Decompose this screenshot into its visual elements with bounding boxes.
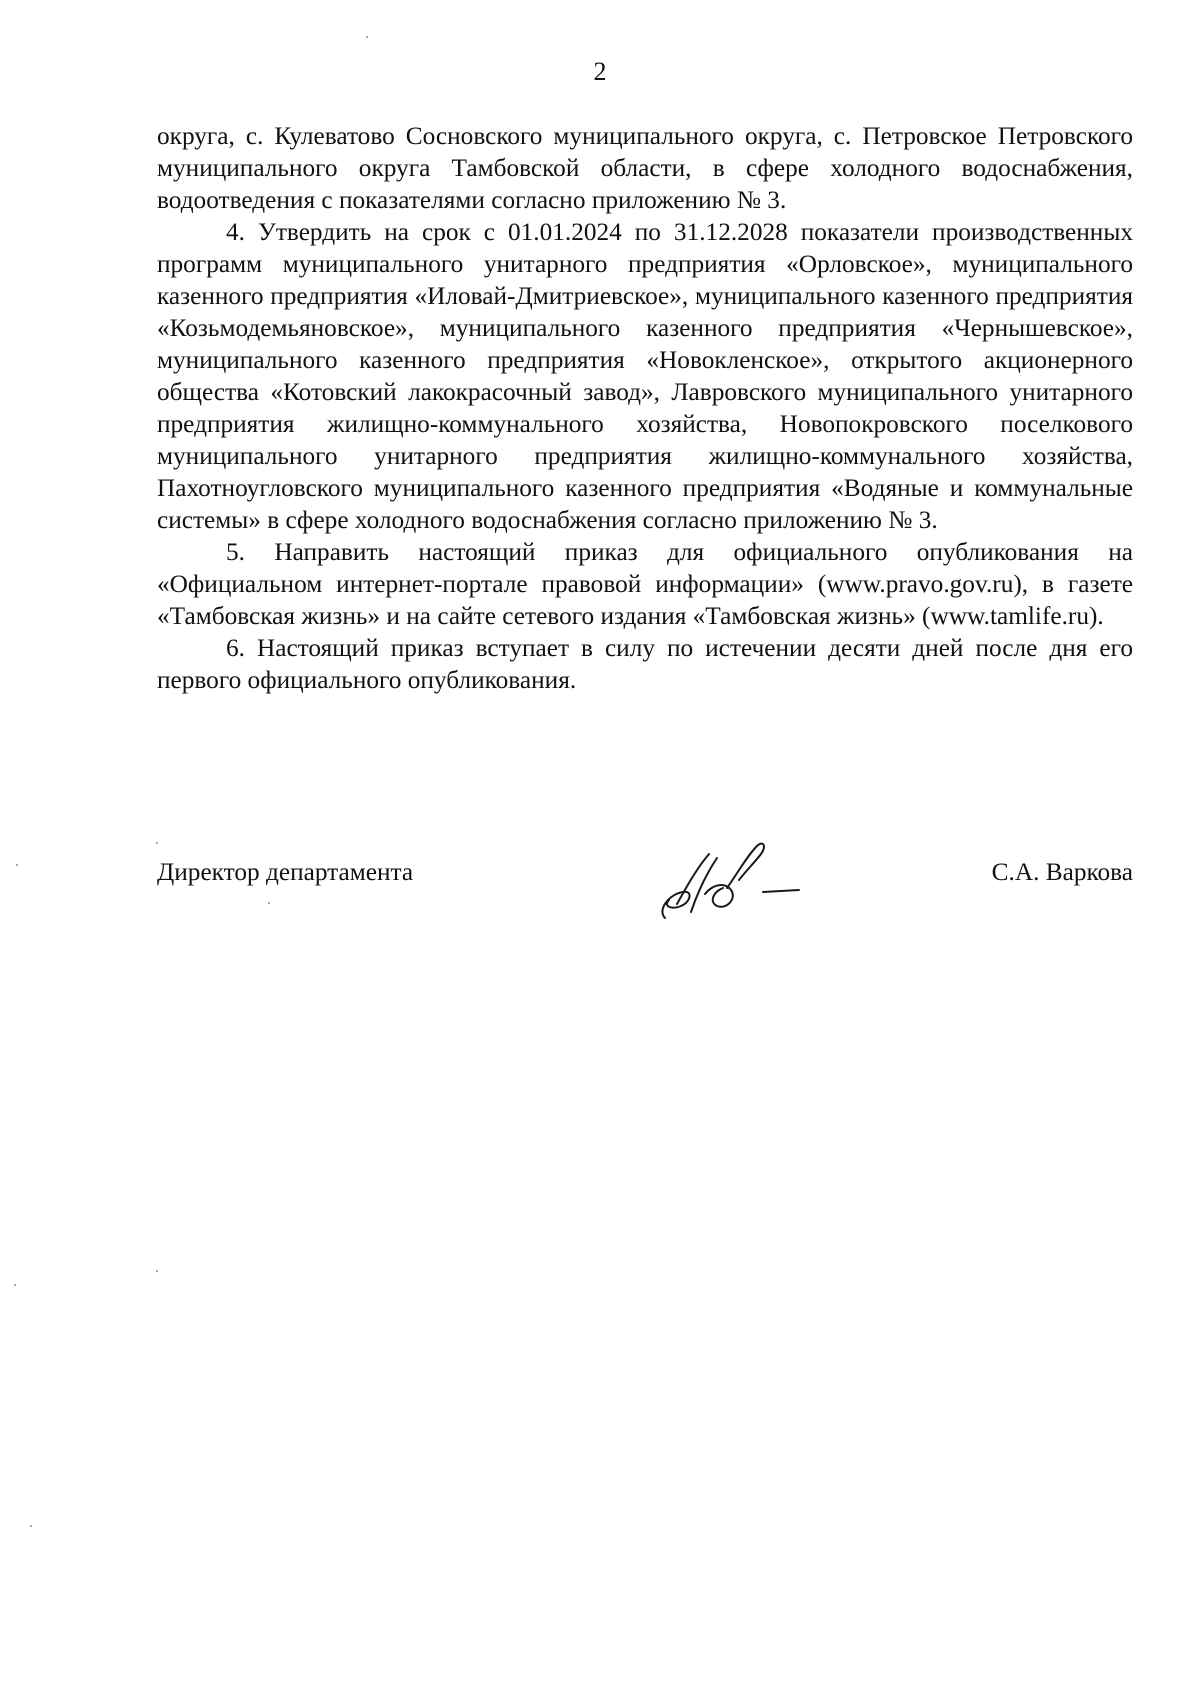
signatory-name: С.А. Варкова xyxy=(991,858,1133,886)
scan-speck xyxy=(366,36,368,38)
signature-block xyxy=(157,840,1133,940)
paragraph-item-4: 4. Утвердить на срок с 01.01.2024 по 31.12.2028 показатели производственных программ муниципального унитарного предприятия «Орловское», муниципального казенного предприятия «Иловай-Дмитриевское», муниципального казенного предприятия «Козьмодемьяновское», муниципального казенного предприятия «Чернышевское», муниципального казенного предприятия «Новокленское», открытого акционерного общества «Котовский лакокрасочный завод», Лавровского муниципального унитарного предприятия жилищно-коммунального хозяйства, Новопокровского поселкового муниципального унитарного предприятия жилищно-коммунального хозяйства, Пахотноугловского муниципального казенного предприятия «Водяные и коммунальные системы» в сфере холодного водоснабжения согласно приложению № 3. xyxy=(157,218,1133,534)
scan-speck xyxy=(156,1270,158,1272)
paragraph-item-5: 5. Направить настоящий приказ для официального опубликования на «Официальном интернет-портале правовой информации» (www.pravo.gov.ru), в газете «Тамбовская жизнь» и на сайте сетевого издания «Тамбовская жизнь» (www.tamlife.ru). xyxy=(157,538,1133,630)
paragraph-continuation: округа, с. Кулеватово Сосновского муниципального округа, с. Петровское Петровского муниципального округа Тамбовской области, в сфере холодного водоснабжения, водоотведения с показателями согласно приложению № 3. xyxy=(157,122,1133,214)
scan-speck xyxy=(30,1525,32,1527)
signatory-position: Директор департамента xyxy=(157,858,414,886)
scan-speck xyxy=(268,902,270,904)
document-body xyxy=(157,120,1133,696)
handwritten-signature xyxy=(647,832,807,932)
scan-speck xyxy=(14,1284,16,1286)
page-number: 2 xyxy=(593,57,607,86)
scan-speck xyxy=(16,864,18,866)
paragraph-item-6: 6. Настоящий приказ вступает в силу по истечении десяти дней после дня его первого официального опубликования. xyxy=(157,634,1133,694)
scan-speck xyxy=(156,842,158,844)
